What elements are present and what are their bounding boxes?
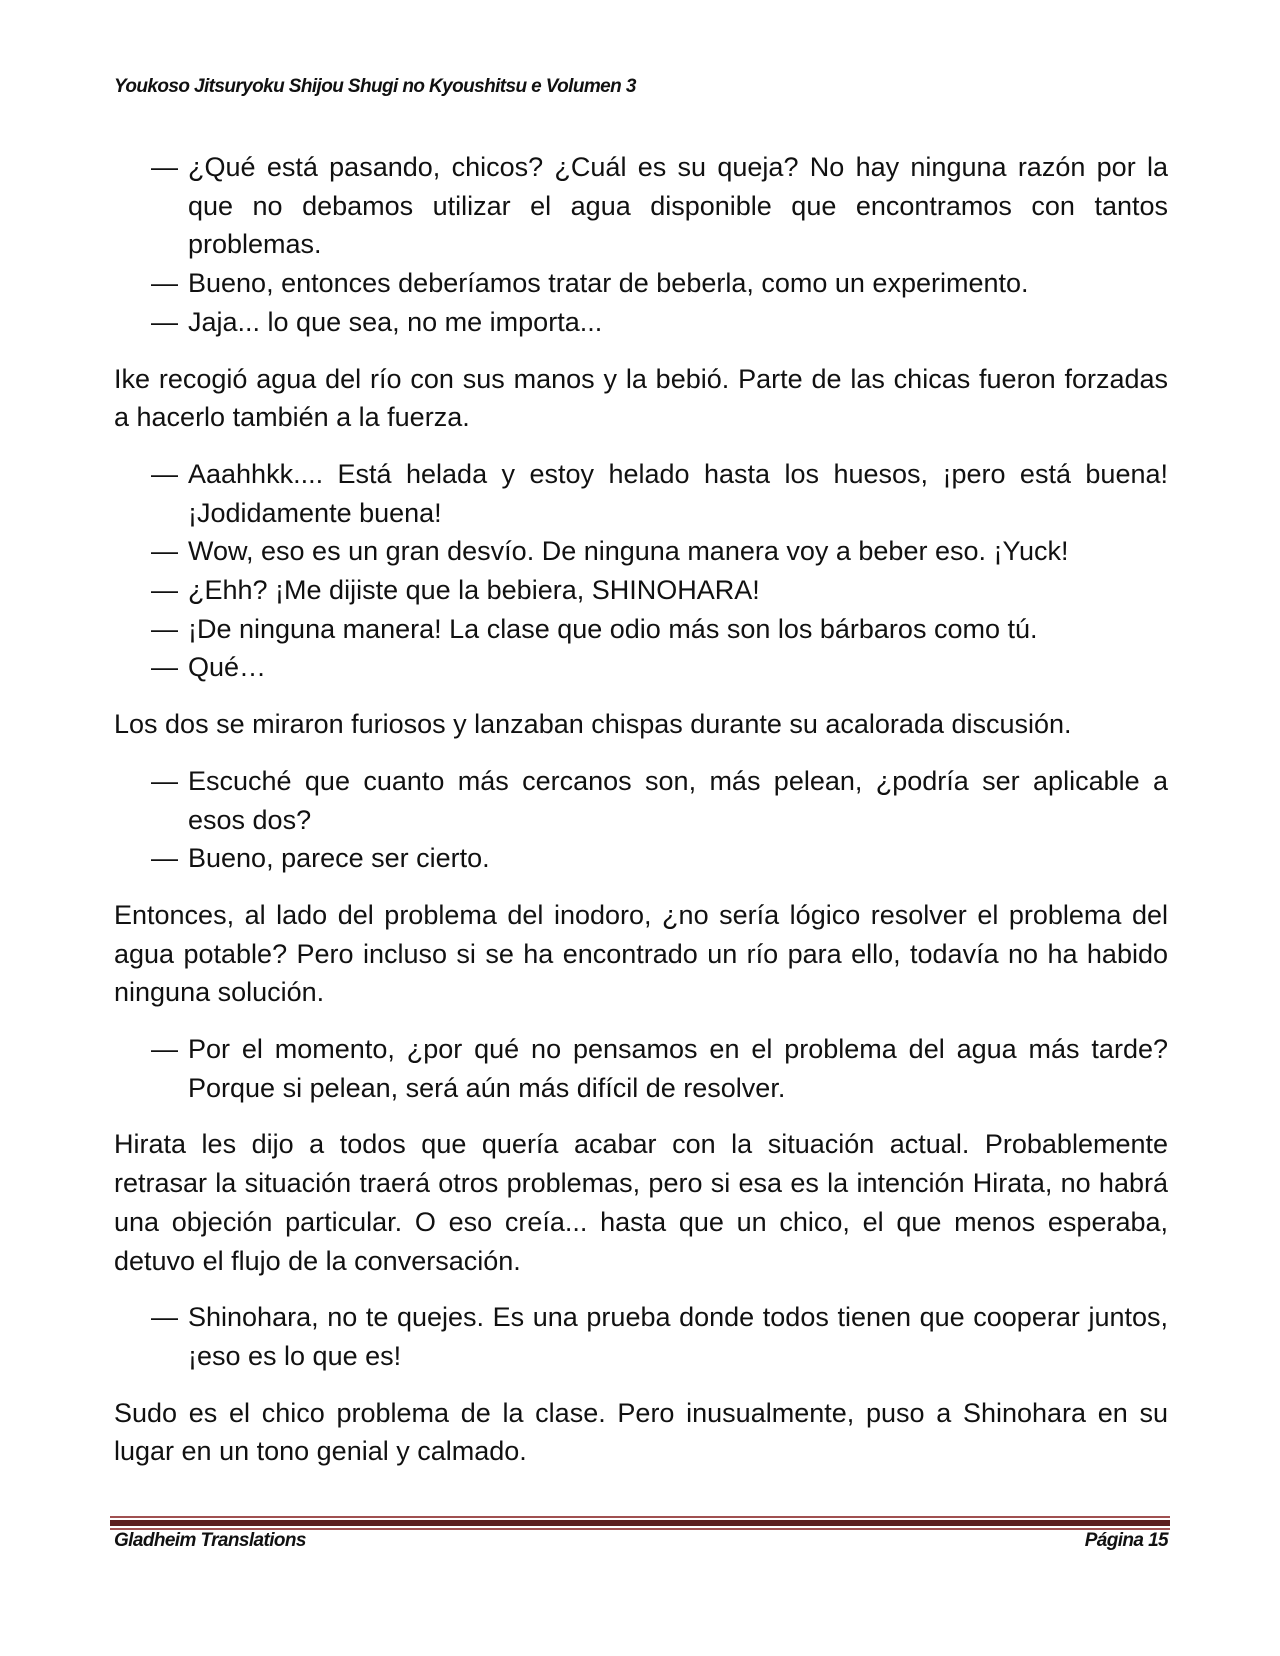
page-footer xyxy=(114,1530,1168,1552)
paragraph: Los dos se miraron furiosos y lanzaban chispas durante su acalorada discusión. xyxy=(114,709,1072,740)
footer-rule xyxy=(110,1516,1170,1530)
dialogue-line xyxy=(114,303,1168,342)
dialogue-text: Jaja... lo que sea, no me importa... xyxy=(188,306,603,337)
dialogue-block xyxy=(114,455,1168,687)
dialogue-dash: — xyxy=(151,536,178,567)
dialogue-line xyxy=(114,1030,1168,1107)
paragraph: Hirata les dijo a todos que quería acabar con la situación actual. Probablemente retrasar la situación traerá otros problemas, pero si esa es la intención Hirata, no habrá una objeción particular. O eso creía... hasta que un chico, el que menos esperaba, detuvo el flujo de la conversación. xyxy=(114,1129,1168,1276)
dialogue-dash: — xyxy=(151,1034,178,1065)
dialogue-block xyxy=(114,1030,1168,1107)
paragraph: Ike recogió agua del río con sus manos y la bebió. Parte de las chicas fueron forzadas a hacerlo también a la fuerza. xyxy=(114,363,1168,433)
dialogue-line xyxy=(114,264,1168,303)
dialogue-text: Por el momento, ¿por qué no pensamos en el problema del agua más tarde? Porque si pelean, será aún más difícil de resolver. xyxy=(188,1034,1168,1103)
dialogue-text: ¿Ehh? ¡Me dijiste que la bebiera, SHINOHARA! xyxy=(188,575,760,606)
dialogue-dash: — xyxy=(151,458,178,489)
dialogue-text: ¡De ninguna manera! La clase que odio más son los bárbaros como tú. xyxy=(188,613,1038,644)
page-body xyxy=(114,148,1168,1489)
dialogue-dash: — xyxy=(151,306,178,337)
dialogue-text: Bueno, entonces deberíamos tratar de beberla, como un experimento. xyxy=(188,268,1029,299)
dialogue-line xyxy=(114,532,1168,571)
dialogue-block xyxy=(114,148,1168,342)
paragraph: Sudo es el chico problema de la clase. Pero inusualmente, puso a Shinohara en su lugar en un tono genial y calmado. xyxy=(114,1397,1168,1467)
dialogue-block xyxy=(114,1298,1168,1375)
dialogue-line xyxy=(114,610,1168,649)
dialogue-text: Wow, eso es un gran desvío. De ninguna manera voy a beber eso. ¡Yuck! xyxy=(188,536,1069,567)
dialogue-dash: — xyxy=(151,1302,178,1333)
dialogue-dash: — xyxy=(151,843,178,874)
paragraph: Entonces, al lado del problema del inodoro, ¿no sería lógico resolver el problema del agua potable? Pero incluso si se ha encontrado un río para ello, todavía no ha habido ninguna solución. xyxy=(114,899,1168,1008)
dialogue-line xyxy=(114,839,1168,878)
dialogue-text: Qué… xyxy=(188,652,267,683)
dialogue-text: Aaahhkk.... Está helada y estoy helado hasta los huesos, ¡pero está buena! ¡Jodidamente buena! xyxy=(188,458,1168,528)
dialogue-line xyxy=(114,1298,1168,1375)
dialogue-dash: — xyxy=(151,575,178,606)
running-header: Youkoso Jitsuryoku Shijou Shugi no Kyoushitsu e Volumen 3 xyxy=(114,76,636,97)
dialogue-block xyxy=(114,762,1168,878)
dialogue-line xyxy=(114,148,1168,264)
dialogue-dash: — xyxy=(151,152,178,182)
dialogue-dash: — xyxy=(151,765,178,796)
footer-publisher: Gladheim Translations xyxy=(114,1530,306,1551)
dialogue-text: Shinohara, no te quejes. Es una prueba donde todos tienen que cooperar juntos, ¡eso es lo que es! xyxy=(188,1302,1168,1371)
dialogue-line xyxy=(114,762,1168,839)
dialogue-dash: — xyxy=(151,268,178,299)
dialogue-text: Escuché que cuanto más cercanos son, más pelean, ¿podría ser aplicable a esos dos? xyxy=(188,765,1168,835)
dialogue-line xyxy=(114,455,1168,532)
dialogue-text: Bueno, parece ser cierto. xyxy=(188,843,490,874)
dialogue-dash: — xyxy=(151,613,178,644)
dialogue-line xyxy=(114,648,1168,687)
dialogue-text: ¿Qué está pasando, chicos? ¿Cuál es su queja? No hay ninguna razón por la que no debamos utilizar el agua disponible que encontramos con tantos problemas. xyxy=(188,152,1168,260)
page-number: Página 15 xyxy=(1084,1530,1168,1551)
dialogue-line xyxy=(114,571,1168,610)
dialogue-dash: — xyxy=(151,652,178,683)
